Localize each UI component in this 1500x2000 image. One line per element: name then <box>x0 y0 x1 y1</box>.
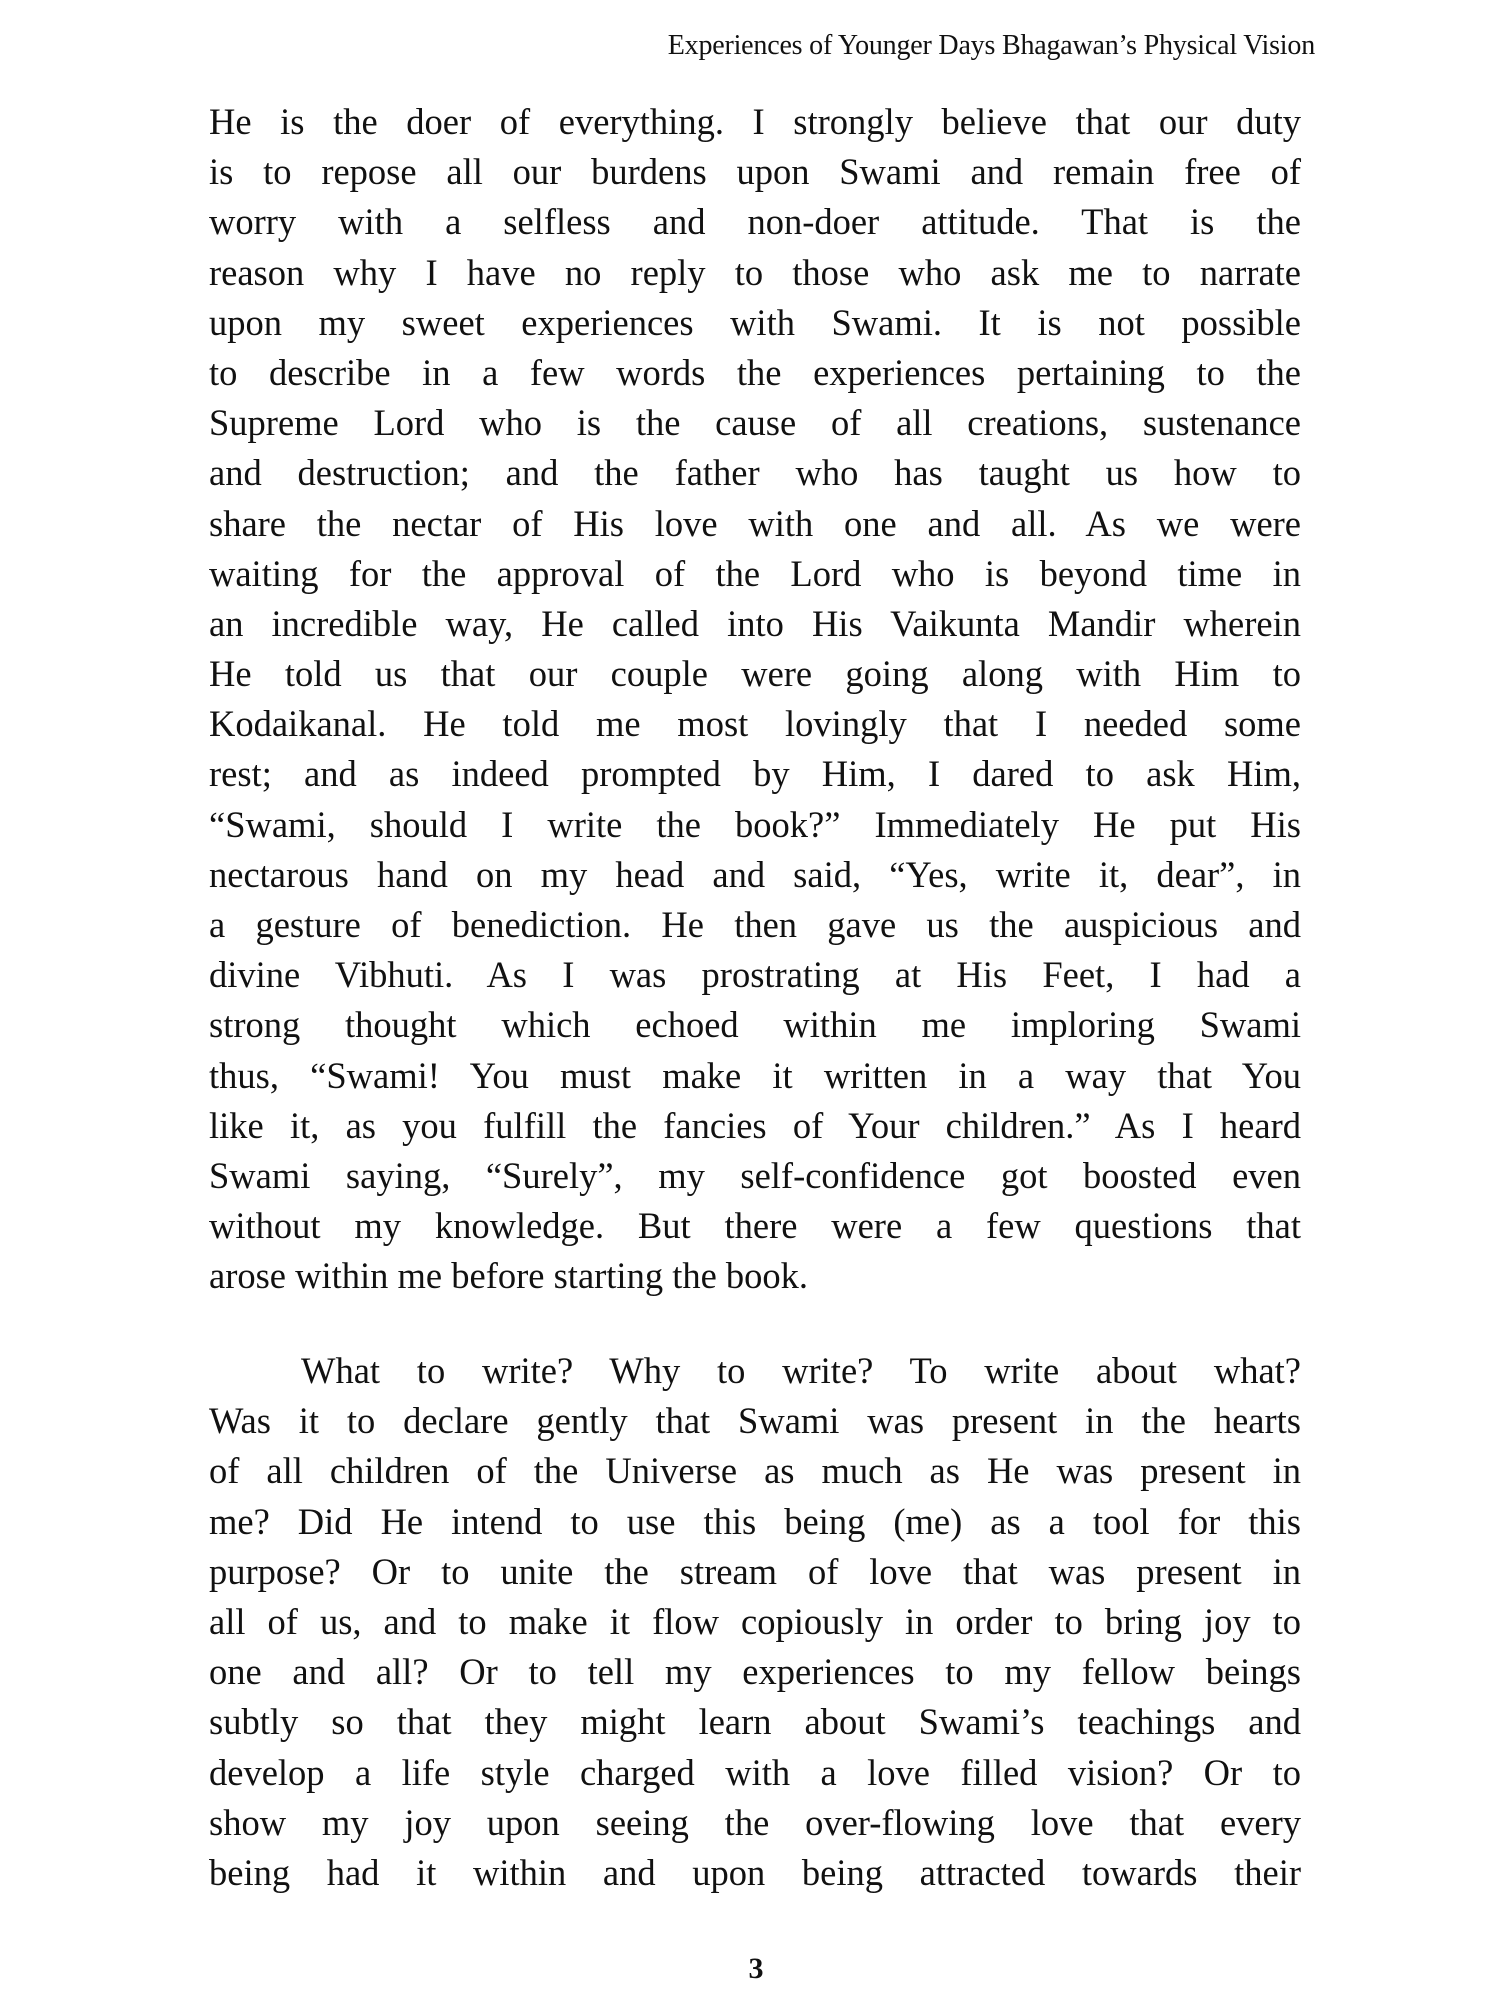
text-line: strong thought which echoed within me imploring Swami <box>209 1004 1301 1046</box>
text-line: share the nectar of His love with one and all. As we were <box>209 502 1301 544</box>
text-line: all of us, and to make it flow copiously in order to bring joy to <box>209 1600 1301 1642</box>
text-line: Kodaikanal. He told me most lovingly that I needed some <box>209 703 1301 745</box>
text-line: an incredible way, He called into His Vaikunta Mandir wherein <box>209 602 1301 644</box>
text-line: nectarous hand on my head and said, “Yes, write it, dear”, in <box>209 853 1301 895</box>
text-line: is to repose all our burdens upon Swami and remain free of <box>209 151 1301 193</box>
text-line: What to write? Why to write? To write about what? <box>301 1350 1301 1391</box>
text-line: being had it within and upon being attracted towards their <box>209 1851 1301 1893</box>
text-line: He told us that our couple were going along with Him to <box>209 653 1301 695</box>
text-line: waiting for the approval of the Lord who is beyond time in <box>209 552 1301 594</box>
paragraph-1 <box>209 97 1301 1302</box>
text-line: and destruction; and the father who has taught us how to <box>209 452 1301 494</box>
text-line: subtly so that they might learn about Swami’s teachings and <box>209 1701 1301 1743</box>
text-line: without my knowledge. But there were a few questions that <box>209 1205 1301 1247</box>
text-line: “Swami, should I write the book?” Immediately He put His <box>209 803 1301 845</box>
text-line: divine Vibhuti. As I was prostrating at His Feet, I had a <box>209 954 1301 996</box>
text-line: Swami saying, “Surely”, my self-confidence got boosted even <box>209 1154 1301 1196</box>
text-line: worry with a selfless and non-doer attitude. That is the <box>209 201 1301 243</box>
text-line: Supreme Lord who is the cause of all creations, sustenance <box>209 402 1301 444</box>
text-line: develop a life style charged with a love filled vision? Or to <box>209 1751 1301 1793</box>
text-line: reason why I have no reply to those who ask me to narrate <box>209 251 1301 293</box>
text-line: purpose? Or to unite the stream of love that was present in <box>209 1550 1301 1592</box>
text-line: rest; and as indeed prompted by Him, I dared to ask Him, <box>209 753 1301 795</box>
text-line: Was it to declare gently that Swami was present in the hearts <box>209 1400 1301 1442</box>
paragraph-2 <box>209 1346 1301 1898</box>
text-line: upon my sweet experiences with Swami. It is not possible <box>209 301 1301 343</box>
text-line: arose within me before starting the book. <box>209 1255 809 1297</box>
page-number: 3 <box>748 1952 764 1985</box>
text-line: thus, “Swami! You must make it written in a way that You <box>209 1054 1301 1096</box>
text-line: a gesture of benediction. He then gave us the auspicious and <box>209 904 1301 945</box>
text-line: me? Did He intend to use this being (me) as a tool for this <box>209 1500 1301 1542</box>
text-line: like it, as you fulfill the fancies of Your children.” As I heard <box>209 1104 1301 1146</box>
text-line: show my joy upon seeing the over-flowing love that every <box>209 1801 1301 1843</box>
text-line: to describe in a few words the experiences pertaining to the <box>209 351 1301 393</box>
text-line: He is the doer of everything. I strongly believe that our duty <box>209 101 1301 142</box>
text-line: one and all? Or to tell my experiences to my fellow beings <box>209 1651 1301 1693</box>
text-line: of all children of the Universe as much as He was present in <box>209 1450 1301 1492</box>
running-header: Experiences of Younger Days Bhagawan’s Physical Vision <box>667 30 1315 61</box>
